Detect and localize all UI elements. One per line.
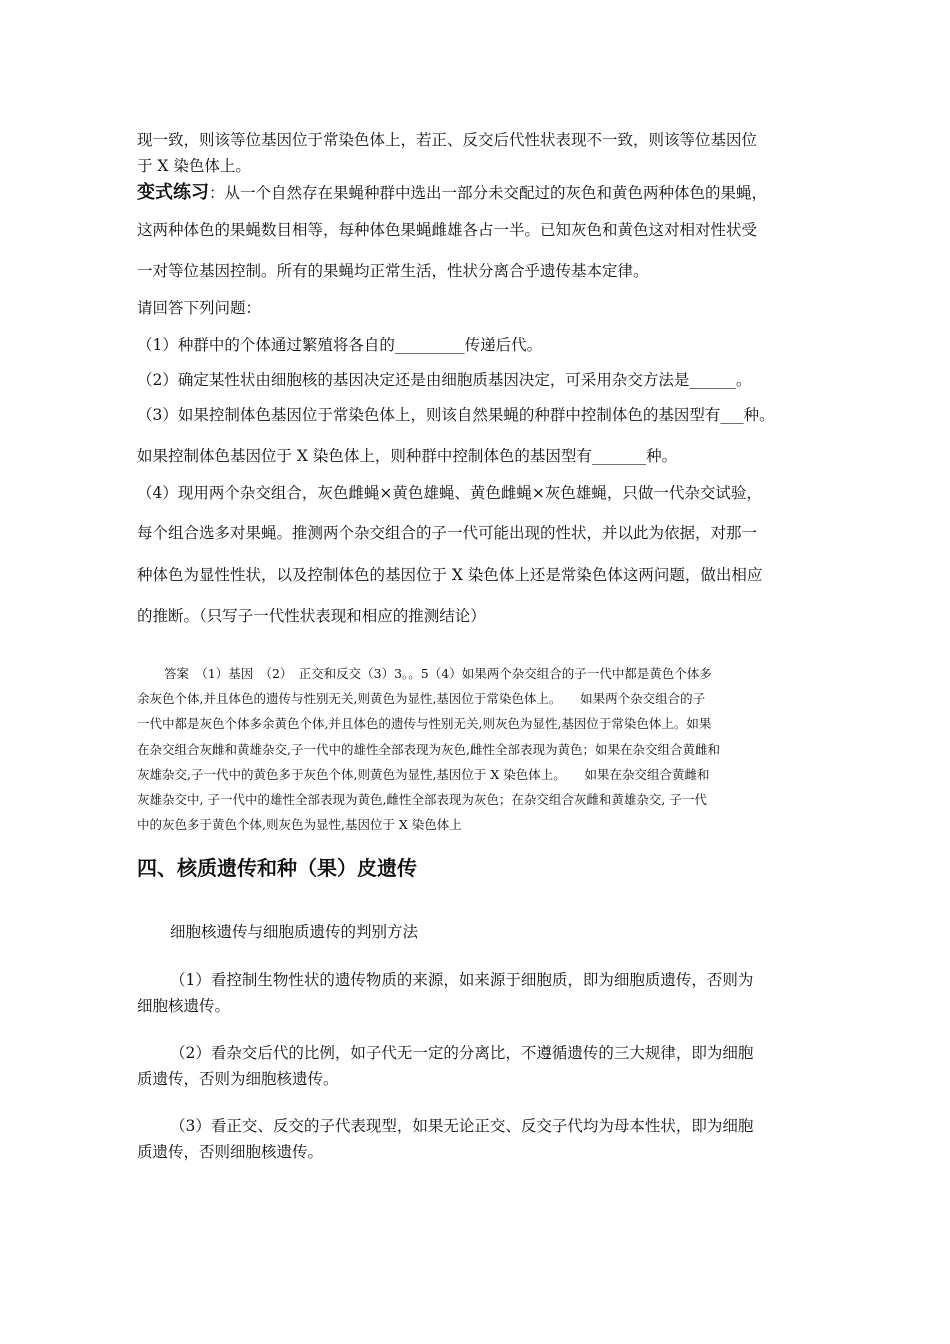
- question-1: （1）种群中的个体通过繁殖将各自的_________传递后代。: [137, 336, 543, 354]
- question-3-a: （3）如果控制体色基因位于常染色体上，则该自然果蝇的种群中控制体色的基因型有___种。: [137, 406, 775, 424]
- question-4-b: 每个组合选多对果蝇。推测两个杂交组合的子一代可能出现的性状，并以此为依据，对那一: [137, 524, 758, 542]
- answer-line-6: 灰雄杂交中, 子一代中的雄性全部表现为黄色,雌性全部表现为灰色；在杂交组合灰雌和黄雄杂交, 子一代: [137, 792, 707, 807]
- answer-line-3: 一代中都是灰色个体多余黄色个体,并且体色的遗传与性别无关,则灰色为显性,基因位于常染色体上。如果: [137, 716, 712, 731]
- answer-line-7: 中的灰色多于黄色个体,则灰色为显性,基因位于 X 染色体上: [137, 817, 462, 832]
- exercise-line-1: [137, 178, 767, 204]
- question-4-a: （4）现用两个杂交组合，灰色雌蝇×黄色雄蝇、黄色雌蝇×灰色雄蝇，只做一代杂交试验，: [137, 484, 762, 502]
- intro-line-1: 现一致，则该等位基因位于常染色体上，若正、反交后代性状表现不一致，则该等位基因位: [137, 131, 758, 149]
- method-2-b: 质遗传，否则为细胞核遗传。: [137, 1070, 339, 1088]
- answer-line-1: 答案 （1）基因 （2） 正交和反交（3）3。。5（4）如果两个杂交组合的子一代中都是黄色个体多: [164, 666, 712, 681]
- question-4-c: 种体色为显性性状，以及控制体色的基因位于 X 染色体上还是常染色体这两问题，做出相应: [137, 566, 763, 584]
- section-heading: 四、核质遗传和种（果）皮遗传: [137, 856, 417, 880]
- method-3-b: 质遗传，否则细胞核遗传。: [137, 1143, 324, 1161]
- method-3-a: （3）看正交、反交的子代表现型，如果无论正交、反交子代均为母本性状，即为细胞: [170, 1117, 754, 1135]
- intro-line-2: 于 X 染色体上。: [137, 157, 251, 175]
- answer-line-5: 灰雄杂交,子一代中的黄色多于灰色个体,则黄色为显性,基因位于 X 染色体上。 如果在杂交组合黄雌和: [137, 767, 710, 782]
- method-1-a: （1）看控制生物性状的遗传物质的来源，如来源于细胞质，即为细胞质遗传，否则为: [170, 971, 754, 989]
- answer-line-4: 在杂交组合灰雌和黄雄杂交,子一代中的雄性全部表现为灰色,雌性全部表现为黄色；如果在杂交组合黄雌和: [137, 742, 720, 757]
- method-2-a: （2）看杂交后代的比例，如子代无一定的分离比，不遵循遗传的三大规律，即为细胞: [170, 1044, 754, 1062]
- question-prompt: 请回答下列问题：: [137, 299, 262, 317]
- exercise-text-1: ：从一个自然存在果蝇种群中选出一部分未交配过的灰色和黄色两种体色的果蝇，: [209, 184, 768, 202]
- exercise-line-3: 一对等位基因控制。所有的果蝇均正常生活，性状分离合乎遗传基本定律。: [137, 262, 649, 280]
- question-4-d: 的推断。（只写子一代性状表现和相应的推测结论）: [137, 607, 486, 625]
- exercise-line-2: 这两种体色的果蝇数目相等，每种体色果蝇雌雄各占一半。已知灰色和黄色这对相对性状受: [137, 221, 758, 239]
- question-3-b: 如果控制体色基因位于 X 染色体上，则种群中控制体色的基因型有_______种。: [137, 447, 678, 465]
- question-2: （2）确定某性状由细胞核的基因决定还是由细胞质基因决定，可采用杂交方法是______。: [137, 371, 752, 389]
- section-subtitle: 细胞核遗传与细胞质遗传的判别方法: [170, 923, 419, 941]
- answer-line-2: 余灰色个体,并且体色的遗传与性别无关,则黄色为显性,基因位于常染色体上。 如果两个杂交组合的子: [137, 691, 706, 706]
- method-1-b: 细胞核遗传。: [137, 997, 231, 1015]
- exercise-label: 变式练习: [137, 182, 209, 203]
